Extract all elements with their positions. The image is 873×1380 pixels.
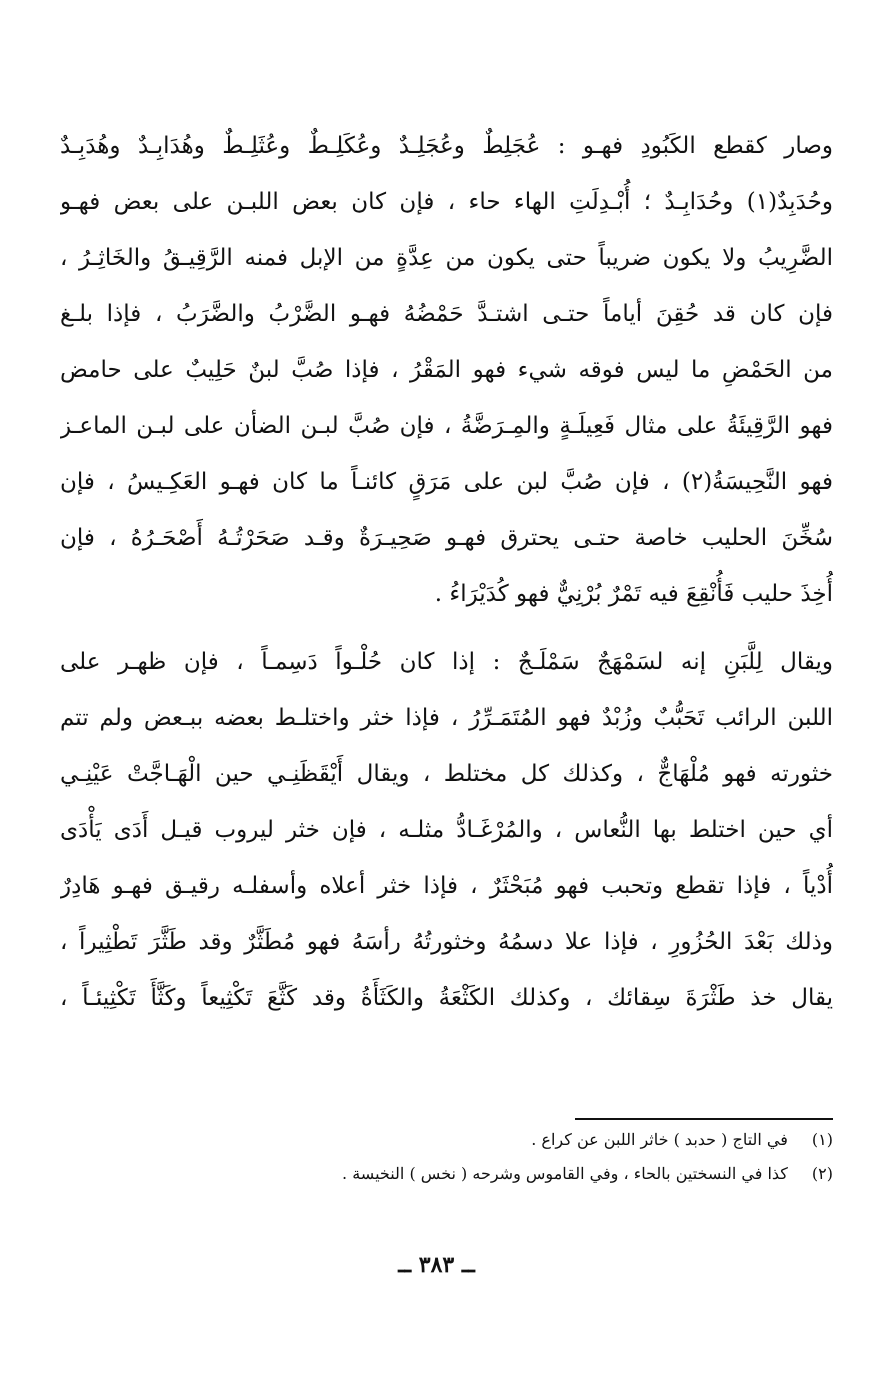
paragraph-1-line-3: الضَّرِيبُ ولا يكون ضريباً حتى يكون من عِدَّةٍ من الإبل فمنه الرَّقِيـقُ والخَاثِـرُ ، bbox=[60, 245, 833, 271]
footnote-2 bbox=[60, 1158, 833, 1190]
paragraph-2-line-6: وذلك بَعْدَ الحُزُورِ ، فإذا علا دسمُهُ وخثورتُهُ رأسَهُ فهو مُطَثَّرٌ وقد طَثَّرَ تَطْثِيراً ، bbox=[60, 929, 833, 955]
footnote-number: (٢) bbox=[811, 1164, 833, 1183]
footnote-text: كذا في النسختين بالحاء ، وفي القاموس وشرحه ( نخس ) النخيسة . bbox=[342, 1164, 788, 1183]
paragraph-1-line-4: فإن كان قد حُقِنَ أياماً حتـى اشتـدَّ حَمْضُهُ فهـو الضَّرْبُ والضَّرَبُ ، فإذا بلـغ bbox=[60, 301, 833, 327]
paragraph-1-line-1: وصار كقطع الكَبُودِ فهـو : عُجَلِطٌ وعُجَلِـدٌ وعُكَلِـطٌ وعُثَلِـطٌ وهُدَابِـدٌ وهُدَبِـدٌ bbox=[60, 133, 833, 159]
paragraph-1-line-5: من الحَمْضِ ما ليس فوقه شيء فهو المَقْرُ ، فإذا صُبَّ لبنٌ حَلِيبٌ على حامض bbox=[60, 357, 833, 383]
page-number: ــ ٣٨٣ ــ bbox=[398, 1252, 475, 1278]
paragraph-1-line-8: سُخِّنَ الحليب خاصة حتـى يحترق فهـو صَحِيـرَةٌ وقـد صَحَرْتُـهُ أَصْحَـرُهُ ، فإن bbox=[60, 525, 833, 551]
paragraph-2-line-2: اللبن الرائب تَحَبُّبٌ وزُبْدٌ فهو المُتَمَـرِّرُ ، فإذا خثر واختلـط بعضه ببـعض ولم تتم bbox=[60, 705, 833, 731]
footnote-text: في التاج ( حدبد ) خاثر اللبن عن كراع . bbox=[531, 1130, 788, 1149]
paragraph-1-line-9: أُخِذَ حليب فَأُنْقِعَ فيه تَمْرٌ بُرْنِيٌّ فهو كُدَيْرَاءُ . bbox=[434, 581, 833, 607]
footnote-1 bbox=[60, 1124, 833, 1156]
paragraph-2-line-7: يقال خذ طَثْرَةَ سِقائك ، وكذلك الكَثْعَةُ والكَثَأَةُ وقد كَثَّعَ تَكْثِيعاً وكَثَّأَ تَكْثِيئـاً ، bbox=[60, 985, 833, 1011]
footnote-divider bbox=[575, 1118, 833, 1120]
paragraph-1-line-7: فهو النَّحِيسَةُ(٢) ، فإن صُبَّ لبن على مَرَقٍ كائنـاً ما كان فهـو العَكِـيسُ ، فإن bbox=[60, 469, 833, 495]
footnote-number: (١) bbox=[811, 1130, 833, 1149]
paragraph-2-line-3: خثورته فهو مُلْهَاجٌّ ، وكذلك كل مختلط ، ويقال أَيْقَظَنِـي حين الْهَـاجَّتْ عَيْنِـي bbox=[60, 761, 833, 787]
paragraph-2-line-4: أي حين اختلط بها النُّعاس ، والمُرْغَـادُّ مثلـه ، فإن خثر ليروب قيـل أَدَى يَأْدَى bbox=[60, 817, 833, 843]
paragraph-2-line-1: ويقال لِلَّبَنِ إنه لسَمْهَجٌ سَمْلَـجٌ : إذا كان حُلْـواً دَسِمـاً ، فإن ظهـر على bbox=[60, 649, 833, 675]
paragraph-1-line-2: وحُدَبِدٌ(١) وحُدَابِـدٌ ؛ أُبْـدِلَتِ الهاء حاء ، فإن كان بعض اللبـن على بعض فهـو bbox=[60, 189, 833, 215]
paragraph-1-line-6: فهو الرَّقِيئَةُ على مثال فَعِيلَـةٍ والمِـرَضَّةُ ، فإن صُبَّ لبـن الضأن على لبـن الماعـز bbox=[60, 413, 833, 439]
paragraph-2-line-5: أُدْياً ، فإذا تقطع وتحبب فهو مُبَحْثَرٌ ، فإذا خثر أعلاه وأسفلـه رقيـق فهـو هَادِرٌ bbox=[60, 873, 833, 899]
